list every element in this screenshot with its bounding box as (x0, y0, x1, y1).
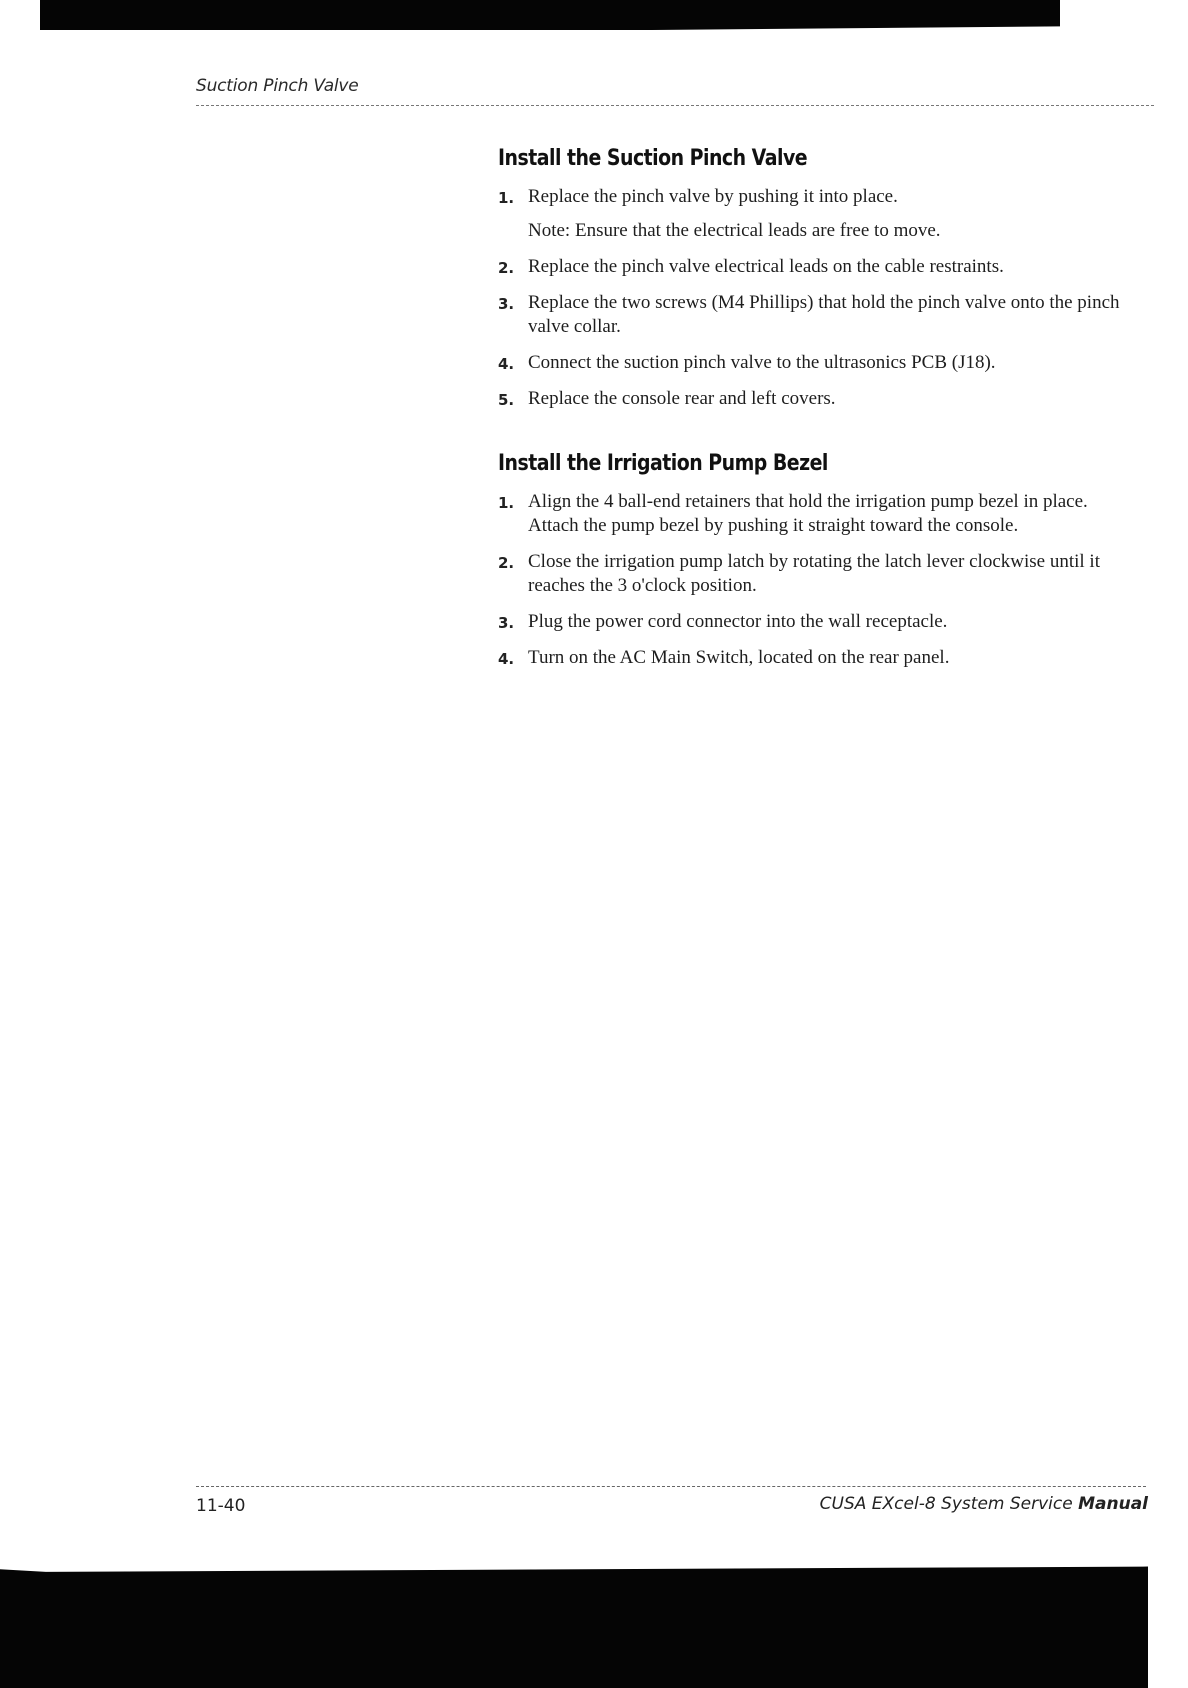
step-number: 2. (498, 554, 515, 572)
step-text: Plug the power cord connector into the wall receptacle. (528, 611, 948, 632)
footer-divider (196, 1486, 1146, 1487)
section-heading: Install the Suction Pinch Valve (498, 146, 808, 171)
step-list (498, 490, 1138, 670)
step-list (498, 185, 1138, 411)
scan-top-edge (40, 0, 1060, 30)
step-number: 1. (498, 494, 515, 512)
step-item (498, 550, 1138, 598)
step-text: Align the 4 ball-end retainers that hold the irrigation pump bezel in place. Attach the pump bezel by pushing it straight toward the console. (528, 491, 1088, 536)
step-number: 5. (498, 391, 515, 409)
step-text: Replace the two screws (M4 Phillips) that hold the pinch valve onto the pinch valve collar. (528, 292, 1120, 337)
step-text: Connect the suction pinch valve to the ultrasonics PCB (J18). (528, 352, 996, 373)
scan-bottom-edge (0, 1556, 1148, 1688)
step-number: 4. (498, 355, 515, 373)
step-number: 2. (498, 259, 515, 277)
section-heading: Install the Irrigation Pump Bezel (498, 451, 828, 476)
step-item (498, 610, 1138, 634)
step-item (498, 646, 1138, 670)
running-header-title: Suction Pinch Valve (196, 76, 359, 96)
manual-title-end: Manual (1078, 1494, 1148, 1514)
step-text: Replace the pinch valve electrical leads on the cable restraints. (528, 256, 1004, 277)
step-number: 3. (498, 614, 515, 632)
step-item (498, 291, 1138, 339)
section-install-suction-pinch-valve (498, 146, 1138, 411)
section-install-irrigation-pump-bezel (498, 451, 1138, 670)
step-number: 4. (498, 650, 515, 668)
step-item (498, 185, 1138, 243)
step-number: 3. (498, 295, 515, 313)
step-item (498, 351, 1138, 375)
step-item (498, 255, 1138, 279)
step-text: Replace the pinch valve by pushing it into place. (528, 186, 898, 207)
step-item (498, 387, 1138, 411)
header-divider (196, 105, 1154, 106)
step-note: Note: Ensure that the electrical leads are free to move. (528, 220, 941, 241)
step-item (498, 490, 1138, 538)
step-text: Close the irrigation pump latch by rotating the latch lever clockwise until it reaches the 3 o'clock position. (528, 551, 1100, 596)
step-text: Turn on the AC Main Switch, located on the rear panel. (528, 647, 950, 668)
step-number: 1. (498, 189, 515, 207)
page-content (498, 146, 1138, 710)
page-number: 11-40 (196, 1496, 246, 1516)
manual-title (820, 1494, 1148, 1514)
manual-title-main: CUSA EXcel-8 System Service (819, 1494, 1079, 1514)
step-text: Replace the console rear and left covers. (528, 388, 836, 409)
